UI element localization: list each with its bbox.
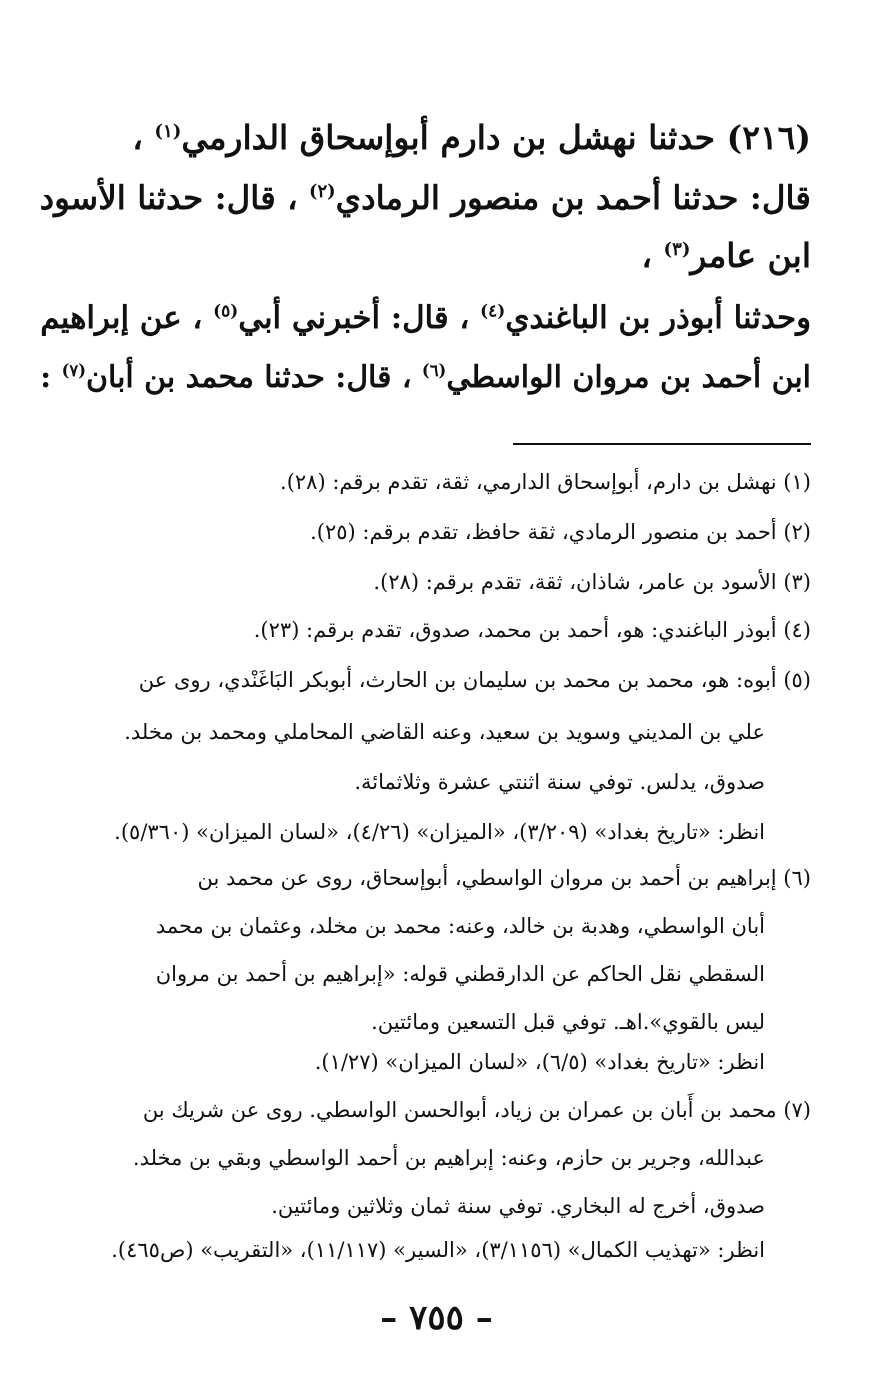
footnote-7: (٧) محمد بن أَبان بن عمران بن زياد، أبوالحسن الواسطي. روى عن شريك بن bbox=[142, 1098, 811, 1122]
footnote-marker: (٧) bbox=[61, 361, 87, 381]
footnote-6-ref: انظر: «تاريخ بغداد» (٦/٥)، «لسان الميزان» (١/٢٧). bbox=[314, 1050, 765, 1074]
page-number: – ٧٥٥ – bbox=[380, 1298, 493, 1338]
footnote-5-ref: انظر: «تاريخ بغداد» (٣/٢٠٩)، «الميزان» (٤/٢٦)، «لسان الميزان» (٥/٣٦٠). bbox=[114, 820, 765, 844]
footnote-marker: (٥) bbox=[213, 300, 239, 321]
footnote-6-cont: ليس بالقوي».اهـ. توفي قبل التسعين ومائتين. bbox=[371, 1010, 765, 1034]
footnote-3: (٣) الأسود بن عامر، شاذان، ثقة، تقدم برقم: (٢٨). bbox=[373, 570, 811, 594]
footnote-marker: (٤) bbox=[480, 300, 506, 321]
footnote-marker: (٣) bbox=[663, 239, 691, 260]
footnote-6: (٦) إبراهيم بن أحمد بن مروان الواسطي، أبوإسحاق، روى عن محمد بن bbox=[197, 866, 811, 890]
footnote-marker: (١) bbox=[154, 121, 182, 142]
footnote-5: (٥) أبوه: هو، محمد بن محمد بن سليمان بن الحارث، أبوبكر البَاغَنْدي، روى عن bbox=[138, 668, 811, 692]
footnote-separator bbox=[513, 443, 811, 445]
main-line-1: (٢١٦) حدثنا نهشل بن دارم أبوإسحاق الدارمي$^{(١)}$ ، bbox=[132, 118, 811, 157]
footnote-4: (٤) أبوذر الباغندي: هو، أحمد بن محمد، صدوق، تقدم برقم: (٢٣). bbox=[253, 618, 811, 642]
main-line-4: وحدثنا أبوذر بن الباغندي$^{(٤)}$ ، قال: أخبرني أبي$^{(٥)}$ ، عن إبراهيم bbox=[40, 300, 811, 336]
main-line-5: ابن أحمد بن مروان الواسطي$^{(٦)}$ ، قال: حدثنا محمد بن أبان$^{(٧)}$ : bbox=[40, 360, 811, 395]
footnote-1: (١) نهشل بن دارم، أبوإسحاق الدارمي، ثقة، تقدم برقم: (٢٨). bbox=[280, 470, 811, 494]
footnote-7-ref: انظر: «تهذيب الكمال» (٣/١١٥٦)، «السير» (١١/١١٧)، «التقريب» (ص٤٦٥). bbox=[111, 1238, 765, 1262]
footnote-5-cont: علي بن المديني وسويد بن سعيد، وعنه القاضي المحاملي ومحمد بن مخلد. bbox=[124, 720, 765, 744]
footnote-7-cont: عبدالله، وجرير بن حازم، وعنه: إبراهيم بن أحمد الواسطي وبقي بن مخلد. bbox=[132, 1146, 765, 1170]
footnote-5-cont: صدوق، يدلس. توفي سنة اثنتي عشرة وثلاثمائة. bbox=[354, 770, 765, 794]
footnote-6-cont: أبان الواسطي، وهدبة بن خالد، وعنه: محمد بن مخلد، وعثمان بن محمد bbox=[155, 914, 765, 938]
main-line-3: ابن عامر$^{(٣)}$ ، bbox=[641, 236, 811, 275]
footnote-6-cont: السقطي نقل الحاكم عن الدارقطني قوله: «إبراهيم بن أحمد بن مروان bbox=[155, 962, 765, 986]
footnote-7-cont: صدوق، أخرج له البخاري. توفي سنة ثمان وثلاثين ومائتين. bbox=[271, 1194, 765, 1218]
main-line-2: قال: حدثنا أحمد بن منصور الرمادي$^{(٢)}$ ، قال: حدثنا الأسود bbox=[39, 178, 811, 217]
footnote-marker: (٢) bbox=[309, 181, 336, 203]
footnote-2: (٢) أحمد بن منصور الرمادي، ثقة حافظ، تقدم برقم: (٢٥). bbox=[310, 520, 811, 544]
footnote-marker: (٦) bbox=[421, 361, 447, 381]
